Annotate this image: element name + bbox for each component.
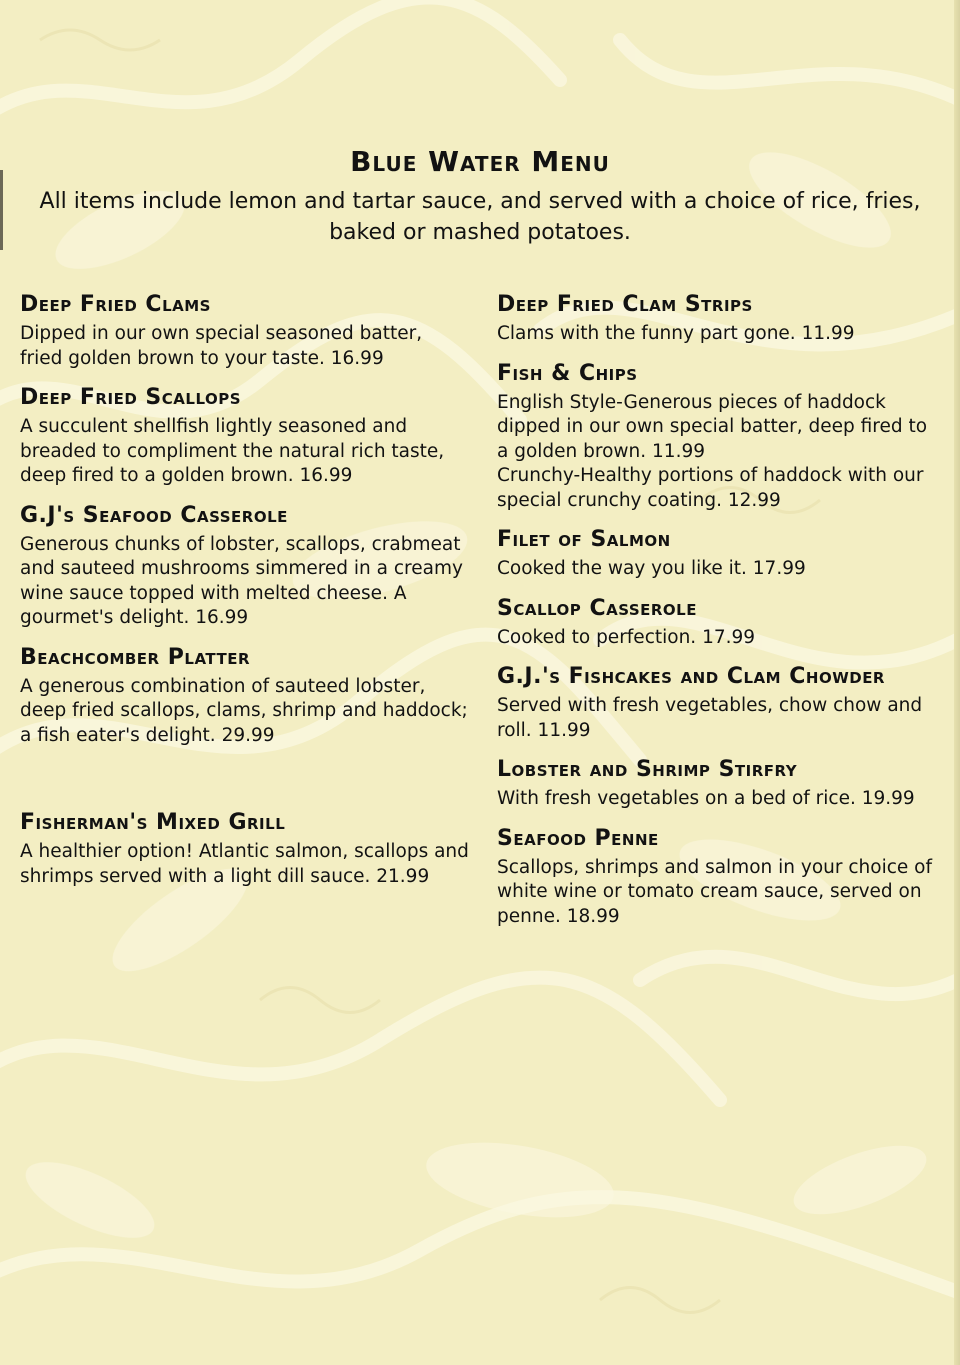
menu-item (497, 359, 942, 514)
column-gap (20, 760, 470, 808)
menu-header (0, 142, 960, 248)
item-name: Deep Fried Clams (20, 292, 211, 317)
item-name: G.J.'s Fishcakes and Clam Chowder (497, 664, 885, 689)
item-description: English Style-Generous pieces of haddock dipped in our own special batter, deep fired to a golden brown. 11.99 (497, 391, 928, 462)
item-name: Seafood Penne (497, 825, 659, 851)
menu-item (20, 643, 470, 749)
menu-item (497, 290, 942, 347)
item-description: A succulent shellfish lightly seasoned and breaded to compliment the natural rich taste, deep fired to a golden brown. 16.99 (20, 416, 445, 486)
item-description: Dipped in our own special seasoned batter, fried golden brown to your taste. 16.99 (20, 323, 423, 369)
item-name: Fisherman's Mixed Grill (20, 810, 286, 835)
item-name: Deep Fried Scallops (20, 385, 242, 410)
menu-item (497, 525, 942, 582)
item-name: Deep Fried Clam Strips (497, 292, 753, 317)
menu-subtitle: All items include lemon and tartar sauce, and served with a choice of rice, fries, baked or mashed potatoes. (39, 189, 921, 245)
item-description: Cooked to perfection. 17.99 (497, 626, 756, 648)
right-column (497, 290, 942, 941)
item-description: Scallops, shrimps and salmon in your choice of white wine or tomato cream sauce, served on penne. 18.99 (497, 856, 932, 927)
item-name: Scallop Casserole (497, 595, 697, 621)
item-name: Filet of Salmon (497, 527, 671, 552)
item-name: Lobster and Shrimp Stirfry (497, 757, 798, 782)
item-description: Generous chunks of lobster, scallops, crabmeat and sauteed mushrooms simmered in a creamy wine sauce topped with melted cheese. A gourmet's delight. 16.99 (20, 533, 463, 628)
menu-item (20, 501, 470, 631)
item-description: Clams with the funny part gone. 11.99 (497, 323, 855, 344)
menu-item (497, 594, 942, 651)
item-name: G.J's Seafood Casserole (20, 502, 288, 528)
menu-item (20, 383, 470, 489)
left-column (20, 290, 470, 901)
item-description: Cooked the way you like it. 17.99 (497, 558, 806, 579)
item-description: With fresh vegetables on a bed of rice. 19.99 (497, 788, 915, 809)
item-description: Served with fresh vegetables, chow chow and roll. 11.99 (497, 695, 923, 741)
menu-item (497, 824, 942, 930)
item-name: Beachcomber Platter (20, 644, 250, 670)
item-description: A healthier option! Atlantic salmon, scallops and shrimps served with a light dill sauce. 21.99 (20, 841, 469, 887)
menu-item (497, 755, 942, 812)
menu-item (20, 808, 470, 889)
menu-title: Blue Water Menu (350, 145, 610, 178)
item-name: Fish & Chips (497, 360, 638, 386)
item-description-variant: Crunchy-Healthy portions of haddock with our special crunchy coating. 12.99 (497, 465, 924, 511)
menu-item (20, 290, 470, 371)
menu-item (497, 662, 942, 743)
item-description: A generous combination of sauteed lobster, deep fried scallops, clams, shrimp and haddock; a fish eater's delight. 29.99 (20, 675, 468, 746)
